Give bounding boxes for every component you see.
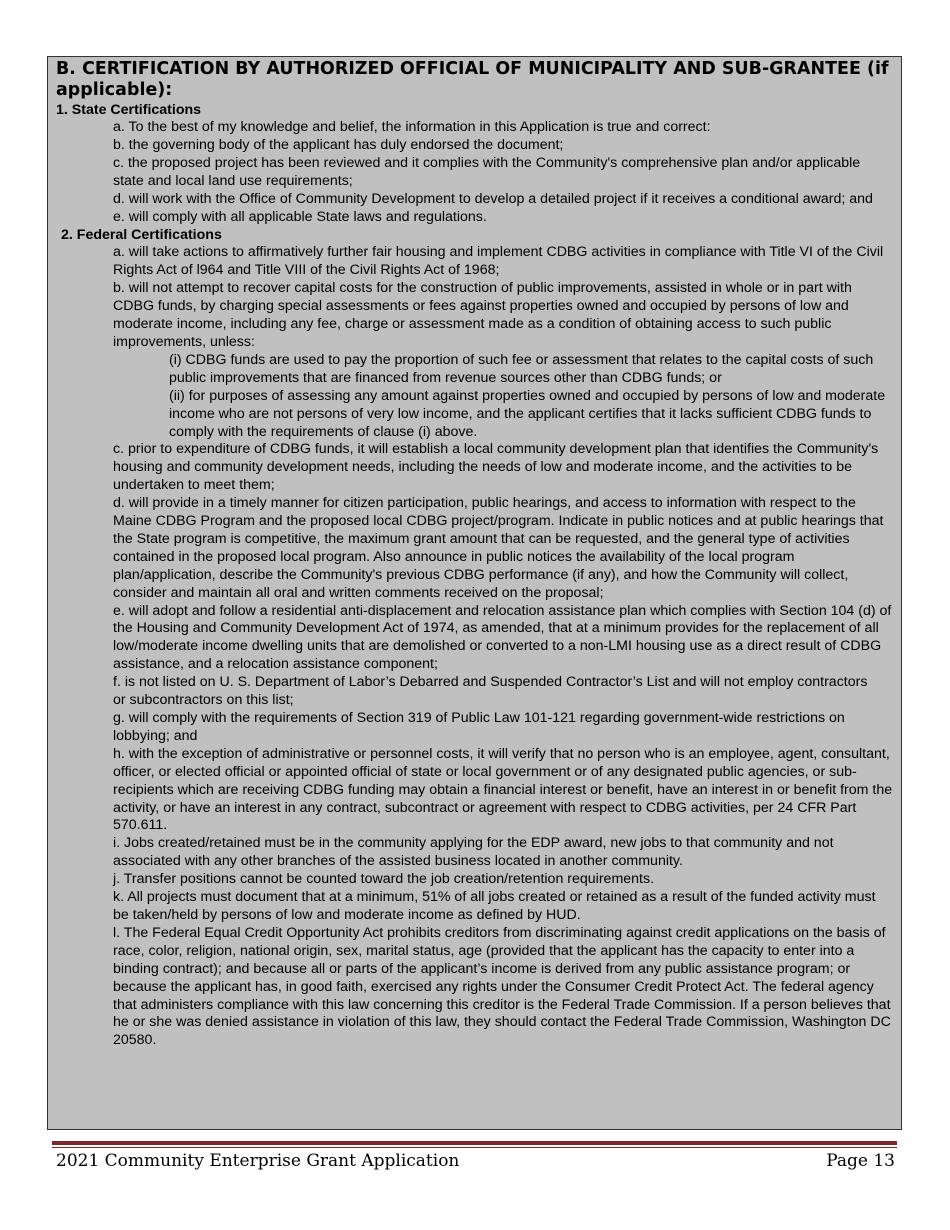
federal-item-a: a. will take actions to affirmatively further fair housing and implement CDBG activities in compliance with Title VI of the Civil Rights Act of l964 and Title VIII of the Civil Rights Act of 1968;: [113, 244, 884, 279]
state-item-d: d. will work with the Office of Community Development to develop a detailed project if it receives a conditional award; and: [113, 190, 873, 207]
federal-item-b-ii: (ii) for purposes of assessing any amount against properties owned and occupied by persons of low and moderate income who are not persons of very low income, and the applicant certifies that it lacks sufficient CDBG funds to comply with the requirements of clause (i) above.: [169, 387, 886, 440]
federal-item-g: g. will comply with the requirements of Section 319 of Public Law 101-121 regarding government-wide restrictions on lobbying; and: [113, 710, 845, 744]
state-item-b: b. the governing body of the applicant has duly endorsed the document;: [113, 136, 564, 153]
federal-item-b: b. will not attempt to recover capital costs for the construction of public improvements, assisted in whole or in part with CDBG funds, by charging special assessments or fees against properties owned and occupied by persons of low and moderate income, including any fee, charge or assessment made as a condition of obtaining access to such public improvements, unless:: [113, 280, 852, 350]
federal-certifications-heading: 2. Federal Certifications: [61, 227, 222, 244]
federal-item-l: l. The Federal Equal Credit Opportunity Act prohibits creditors from discriminating against credit applications on the basis of race, color, religion, national origin, sex, marital status, age (provided that the applicant has the capacity to enter into a binding contract); and because all or parts of the applicant’s income is derived from any public assistance program; or because the applicant has, in good faith, exercised any rights under the Consumer Credit Protect Act. The federal agency that administers compliance with this law concerning this creditor is the Federal Trade Commission. If a person believes that he or she was denied assistance in violation of this law, they should contact the Federal Trade Commission, Washington DC 20580.: [113, 924, 891, 1049]
federal-item-j: j. Transfer positions cannot be counted toward the job creation/retention requirements.: [113, 871, 655, 888]
federal-item-k: k. All projects must document that at a minimum, 51% of all jobs created or retained as a result of the funded activity must be taken/held by persons of low and moderate income as defined by HUD.: [113, 889, 876, 923]
federal-item-b-i: (i) CDBG funds are used to pay the proportion of such fee or assessment that relates to the capital costs of such public improvements that are financed from revenue sources other than CDBG funds; or: [169, 351, 874, 386]
federal-item-f-continued: or subcontractors on this list;: [113, 692, 294, 709]
page-number: Page 13: [826, 1151, 895, 1171]
federal-item-d: d. will provide in a timely manner for citizen participation, public hearings, and access to information with respect to the Maine CDBG Program and the proposed local CDBG project/program. Indicate in public notices and at public hearings that the State program is competitive, the maximum grant amount that can be requested, and the general type of activities contained in the proposed local program. Also announce in public notices the availability of the local program plan/application, describe the Community's previous CDBG performance (if any), and how the Community will collect, consider and maintain all oral and written comments received on the proposal;: [113, 495, 884, 601]
footer-rule-thin: [52, 1147, 897, 1148]
state-certifications-heading: 1. State Certifications: [56, 102, 202, 118]
federal-item-e: e. will adopt and follow a residential anti-displacement and relocation assistance plan which complies with Section 104 (d) of the Housing and Community Development Act of 1974, as amended, that at a minimum provides for the replacement of all low/moderate income dwelling units that are demolished or converted to a non-LMI housing use as a direct result of CDBG assistance, and a relocation assistance component;: [113, 602, 892, 673]
federal-item-f: f. is not listed on U. S. Department of Labor’s Debarred and Suspended Contractor’s List and will not employ contractors: [113, 674, 868, 691]
federal-item-c: c. prior to expenditure of CDBG funds, it will establish a local community development plan that identifies the Community's housing and community development needs, including the needs of low and moderate income, and the activities to be undertaken to meet them;: [113, 441, 879, 494]
federal-item-h: h. with the exception of administrative or personnel costs, it will verify that no person who is an employee, agent, consultant, officer, or elected official or appointed official of state or local government or of any designated public agencies, or sub-recipients which are receiving CDBG funding may obtain a financial interest or benefit, have an interest in or benefit from the activity, or have an interest in any contract, subcontract or agreement with respect to CDBG activities, per 24 CFR Part 570.611.: [113, 745, 893, 834]
footer-title: 2021 Community Enterprise Grant Application: [56, 1151, 460, 1171]
certification-section: [47, 56, 902, 1130]
state-item-a: a. To the best of my knowledge and belief, the information in this Application is true and correct:: [113, 119, 711, 135]
state-item-e: e. will comply with all applicable State laws and regulations.: [113, 208, 487, 225]
federal-item-i: i. Jobs created/retained must be in the community applying for the EDP award, new jobs to that community and not associated with any other branches of the assisted business located in another community.: [113, 835, 834, 870]
section-title: B. CERTIFICATION BY AUTHORIZED OFFICIAL OF MUNICIPALITY AND SUB-GRANTEE (if applicable):: [56, 59, 889, 100]
state-item-c: c. the proposed project has been reviewed and it complies with the Community's comprehensive plan and/or applicable state and local land use requirements;: [113, 154, 861, 189]
footer-rule-thick: [52, 1141, 897, 1145]
